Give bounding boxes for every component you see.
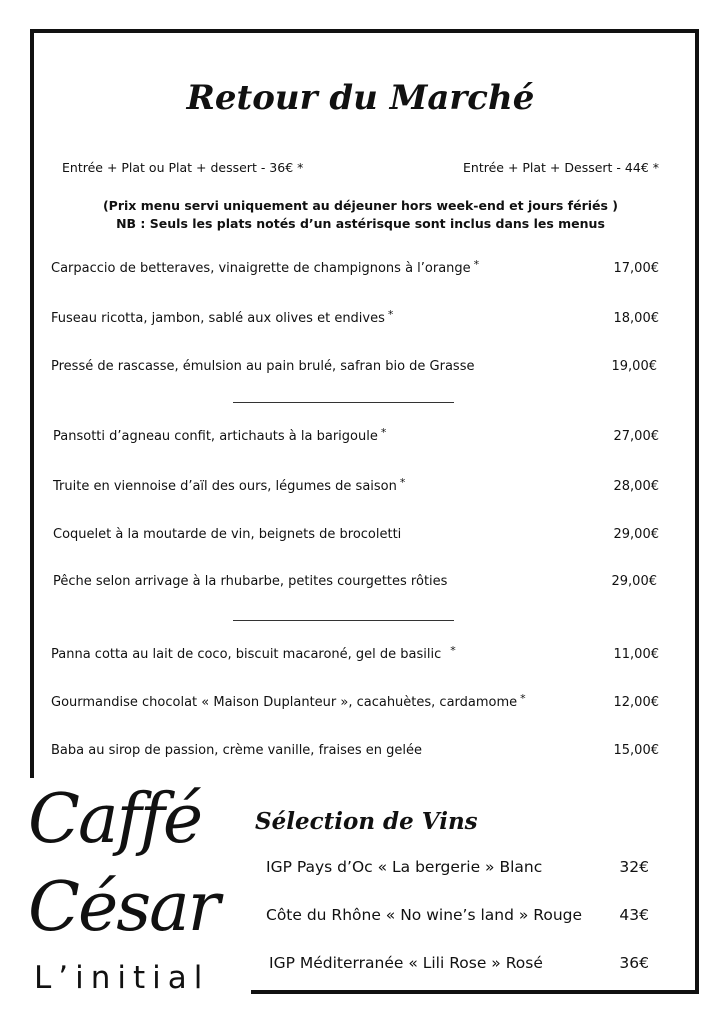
dish-name: Pêche selon arrivage à la rhubarbe, petites courgettes rôties xyxy=(53,574,448,589)
dish-name: Pansotti d’agneau confit, artichauts à la barigoule * xyxy=(53,426,387,444)
wine-name: Côte du Rhône « No wine’s land » Rouge xyxy=(266,906,583,924)
dish-name: Gourmandise chocolat « Maison Duplanteur », cacahuètes, cardamome * xyxy=(51,692,526,710)
dish-row xyxy=(0,476,721,499)
wine-row xyxy=(0,906,721,928)
formula-three-courses: Entrée + Plat + Dessert - 44€ * xyxy=(463,160,659,175)
frame-border-bottom xyxy=(251,990,699,994)
wine-name: IGP Pays d’Oc « La bergerie » Blanc xyxy=(266,858,543,876)
dish-price: 15,00€ xyxy=(613,743,659,758)
dish-row xyxy=(0,574,721,594)
dish-price: 29,00€ xyxy=(611,574,657,589)
asterisk-mark: * xyxy=(520,692,526,705)
section-divider xyxy=(233,402,454,403)
asterisk-mark: * xyxy=(473,258,480,271)
menu-note-lunch: (Prix menu servi uniquement au déjeuner hors week-end et jours fériés ) xyxy=(102,198,619,213)
wine-row xyxy=(0,858,721,880)
logo-cesar: César xyxy=(28,868,219,947)
dish-row xyxy=(0,426,721,449)
dish-name: Baba au sirop de passion, crème vanille, fraises en gelée xyxy=(51,743,422,758)
wines-title: Sélection de Vins xyxy=(255,808,478,835)
dish-row xyxy=(0,527,721,547)
dish-row xyxy=(0,359,721,379)
menu-note-asterisk: NB : Seuls les plats notés d’un astérisque sont inclus dans les menus xyxy=(116,216,605,231)
frame-border-top xyxy=(30,29,699,33)
dish-name: Carpaccio de betteraves, vinaigrette de champignons à l’orange * xyxy=(51,258,480,276)
dish-price: 18,00€ xyxy=(613,311,659,326)
dish-row xyxy=(0,743,721,763)
logo-initial: L’initial xyxy=(34,960,210,996)
wine-price: 36€ xyxy=(619,954,649,972)
menu-title: Retour du Marché xyxy=(186,78,535,118)
frame-border-right xyxy=(695,29,699,994)
dish-row xyxy=(0,308,721,331)
dish-name: Fuseau ricotta, jambon, sablé aux olives et endives * xyxy=(51,308,394,326)
asterisk-mark: * xyxy=(399,476,406,489)
asterisk-mark: * xyxy=(387,308,394,321)
logo-caffe: Caffé xyxy=(28,780,202,859)
dish-price: 29,00€ xyxy=(613,527,659,542)
formula-two-courses: Entrée + Plat ou Plat + dessert - 36€ * xyxy=(62,160,304,175)
dish-row xyxy=(0,644,721,667)
dish-price: 17,00€ xyxy=(613,261,659,276)
dish-price: 12,00€ xyxy=(613,695,659,710)
dish-price: 11,00€ xyxy=(613,647,659,662)
asterisk-mark: * xyxy=(450,644,456,657)
wine-name: IGP Méditerranée « Lili Rose » Rosé xyxy=(269,954,543,972)
dish-row xyxy=(0,692,721,715)
dish-price: 27,00€ xyxy=(613,429,659,444)
dish-name: Truite en viennoise d’aïl des ours, légumes de saison * xyxy=(53,476,406,494)
dish-row xyxy=(0,258,721,281)
wine-price: 43€ xyxy=(619,906,649,924)
asterisk-mark: * xyxy=(380,426,387,439)
dish-name: Coquelet à la moutarde de vin, beignets de brocoletti xyxy=(53,527,402,542)
dish-price: 28,00€ xyxy=(613,479,659,494)
wine-price: 32€ xyxy=(619,858,649,876)
dish-price: 19,00€ xyxy=(611,359,657,374)
dish-name: Pressé de rascasse, émulsion au pain brulé, safran bio de Grasse xyxy=(51,359,475,374)
wine-row xyxy=(0,954,721,976)
section-divider xyxy=(233,620,454,621)
dish-name: Panna cotta au lait de coco, biscuit macaroné, gel de basilic * xyxy=(51,644,456,662)
